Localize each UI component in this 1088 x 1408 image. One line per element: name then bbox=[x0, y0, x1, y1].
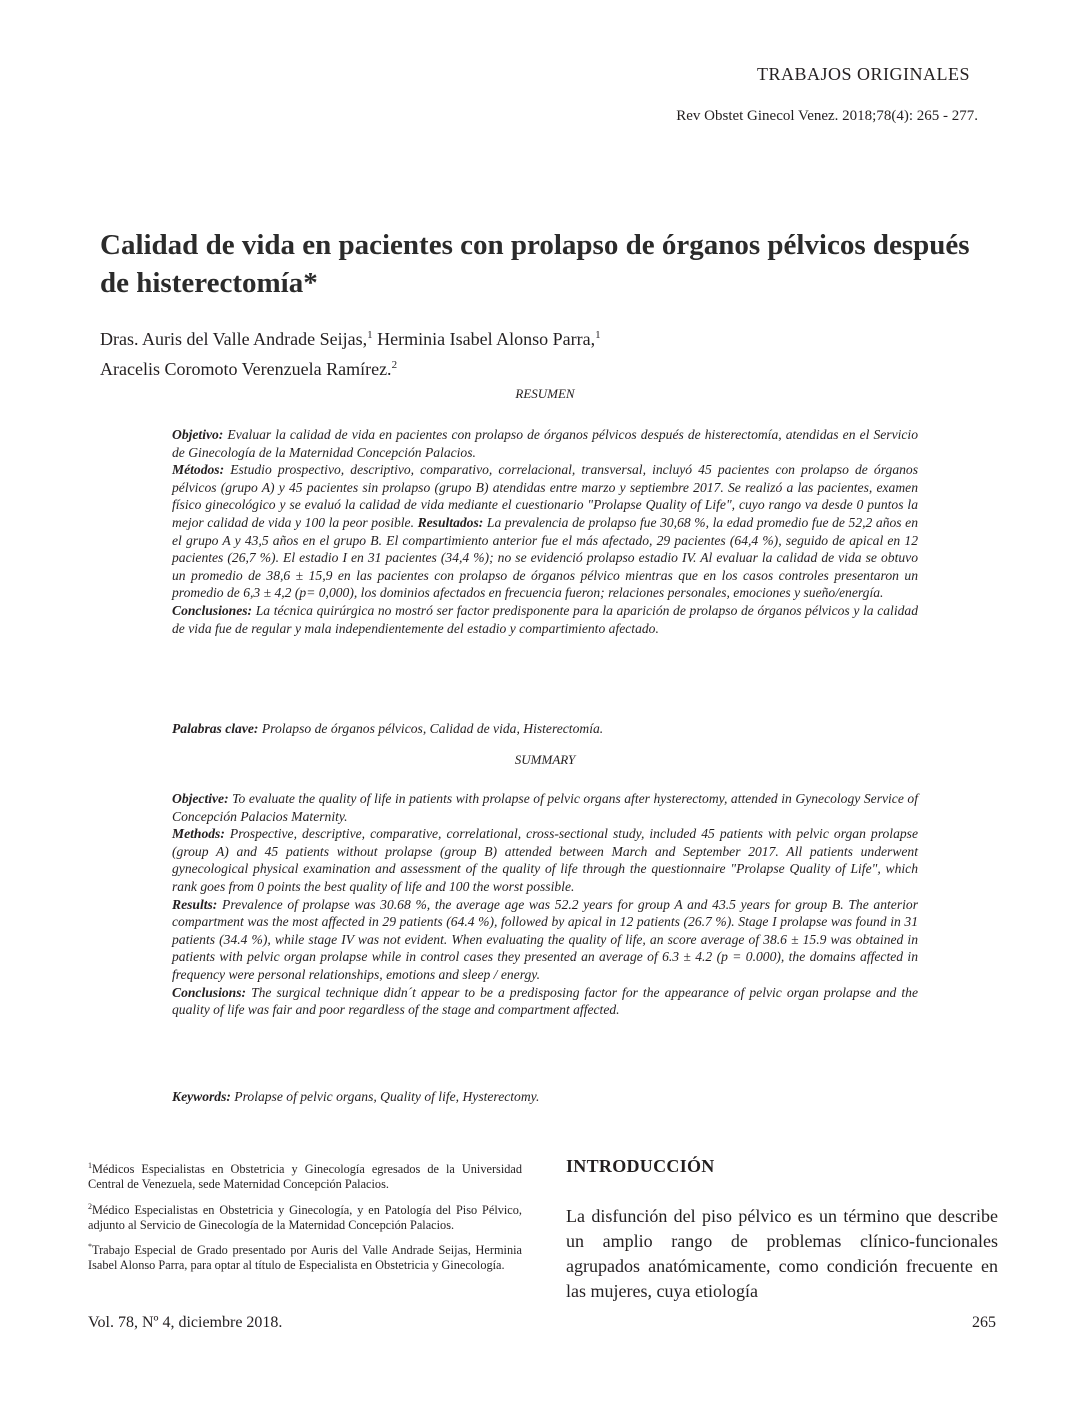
introduction-text: La disfunción del piso pélvico es un término que describe un amplio rango de problemas clínico-funcionales agrupados anatómicamente, como condición frecuente en las mujeres, cuya etiología bbox=[566, 1206, 998, 1301]
footnote bbox=[88, 1239, 522, 1274]
footnote-mark: 2 bbox=[88, 1201, 92, 1211]
keywords-label: Keywords: bbox=[172, 1089, 231, 1104]
footnote-mark: * bbox=[88, 1242, 92, 1251]
palabras-clave bbox=[172, 720, 918, 738]
article-title: Calidad de vida en pacientes con prolapso de órganos pélvicos después de histerectomía* bbox=[100, 229, 970, 299]
conclusiones-label: Conclusiones: bbox=[172, 602, 253, 618]
introduction-heading: INTRODUCCIÓN bbox=[566, 1156, 715, 1176]
methods-text: Prospective, descriptive, comparative, correlational, cross-sectional study, included 45 patients with pelvic organ prolapse (group A) and 45 patients without prolapse (group B) attended between March and September 2017. All patients underwent gynecological physical examination and assessment of the quality of life through the questionnaire "Prolapse Quality of Life", which rank goes from 0 points the best quality of life and 100 the worst possible. bbox=[172, 826, 918, 894]
footnote bbox=[88, 1158, 522, 1193]
summary-heading: SUMMARY bbox=[514, 752, 576, 767]
section-label: TRABAJOS ORIGINALES bbox=[756, 64, 970, 84]
author-line-1 bbox=[100, 322, 601, 352]
palabras-clave-label: Palabras clave: bbox=[172, 721, 259, 736]
author-name: Aracelis Coromoto Verenzuela Ramírez. bbox=[100, 359, 392, 379]
objetivo-label: Objetivo: bbox=[172, 427, 224, 442]
author-name: Dras. Auris del Valle Andrade Seijas, bbox=[100, 329, 368, 349]
metodos-label: Métodos: bbox=[172, 462, 225, 478]
palabras-clave-text: Prolapso de órganos pélvicos, Calidad de vida, Histerectomía. bbox=[258, 721, 604, 736]
keywords-text: Prolapse of pelvic organs, Quality of life, Hysterectomy. bbox=[230, 1089, 540, 1104]
page-number: 265 bbox=[972, 1314, 996, 1331]
resumen-heading: RESUMEN bbox=[515, 386, 575, 401]
summary-abstract bbox=[172, 790, 918, 1019]
affiliation-mark: 2 bbox=[391, 359, 398, 371]
objetivo-text: Evaluar la calidad de vida en pacientes con prolapso de órganos pélvicos después de histerectomía, atendidas en el Servicio de Ginecología de la Maternidad Concepción Palacios. bbox=[172, 427, 918, 460]
footnotes bbox=[88, 1158, 522, 1280]
methods-label: Methods: bbox=[172, 826, 225, 842]
footnote-text: Médicos Especialistas en Obstetricia y Ginecología egresados de la Universidad Central de Venezuela, sede Maternidad Concepción Palacios. bbox=[88, 1162, 522, 1192]
journal-citation: Rev Obstet Ginecol Venez. 2018;78(4): 265 - 277. bbox=[676, 108, 978, 124]
affiliation-mark: 1 bbox=[595, 329, 601, 341]
affiliation-mark: 1 bbox=[367, 329, 373, 341]
conclusions-text: The surgical technique didn´t appear to be a predisposing factor for the appearance of pelvic organ prolapse and the quality of life was fair and poor regardless of the stage and compartment affected. bbox=[172, 984, 918, 1018]
results-label: Results: bbox=[172, 896, 218, 912]
resumen-abstract bbox=[172, 426, 918, 637]
footnote-text: Médico Especialistas en Obstetricia y Ginecología, y en Patología del Piso Pélvico, adjunto al Servicio de Ginecología de la Maternidad Concepción Palacios. bbox=[88, 1202, 522, 1232]
footnote-mark: 1 bbox=[88, 1161, 92, 1170]
keywords bbox=[172, 1088, 918, 1106]
volume-info: Vol. 78, Nº 4, diciembre 2018. bbox=[88, 1314, 283, 1331]
author-list bbox=[100, 322, 601, 382]
footnote bbox=[88, 1199, 522, 1234]
resultados-label: Resultados: bbox=[417, 514, 484, 530]
objective-label: Objective: bbox=[172, 791, 229, 806]
author-line-2 bbox=[100, 352, 601, 382]
author-name: Herminia Isabel Alonso Parra, bbox=[372, 329, 596, 349]
objective-text: To evaluate the quality of life in patients with prolapse of pelvic organs after hysterectomy, attended in Gynecology Service of Concepción Palacios Maternity. bbox=[172, 791, 918, 824]
conclusiones-text: La técnica quirúrgica no mostró ser factor predisponente para la aparición de prolapso de órganos pélvicos y la calidad de vida fue de regular y mala independientemente del estadio y compartimiento afectado. bbox=[172, 602, 918, 636]
results-text: Prevalence of prolapse was 30.68 %, the average age was 52.2 years for group A and 43.5 years for group B. The anterior compartment was the most affected in 29 patients (64.4 %), followed by apical in 12 patients (26.7 %). Stage I prolapse was found in 31 patients (34.4 %), while stage IV was not evident. When evaluating the quality of life, an score average of 38.6 ± 15.9 was obtained in patients with pelvic organ prolapse while in control cases they presented an average of 6.3 ± 4.2 (p = 0.000), the domains affected in frequency were personal relationships, emotions and sleep / energy. bbox=[172, 896, 918, 982]
metodos-text: Estudio prospectivo, descriptivo, comparativo, correlacional, transversal, incluyó 45 pacientes con prolapso de órganos pélvicos (grupo A) y 45 pacientes sin prolapso (grupo B) atendidas entre marzo y septiembre 2017. Se realizó a las pacientes, examen físico ginecológico y se evaluó la calidad de vida mediante el cuestionario "Prolapse Quality of Life", cuyo rango va desde 0 puntos la mejor calidad de vida y 100 la peor posible. bbox=[172, 462, 918, 530]
resultados-text: La prevalencia de prolapso fue 30,68 %, la edad promedio fue de 52,2 años en el grupo A y 43,5 años en el grupo B. El compartimiento anterior fue el más afectado, 29 pacientes (64,4 %), seguido de apical en 12 pacientes (26,7 %). El estadio I en 31 pacientes (34,4 %); no se evidenció prolapso estadio IV. Al evaluar la calidad de vida se obtuvo un promedio de 38,6 ± 15,9 en las pacientes con prolapso de órganos pélvico mientras que en los casos controles presentaron un promedio de 6,3 ± 4,2 (p= 0,000), los dominios afectados en frecuencia fueron; relaciones personales, emociones y sueño/energía. bbox=[172, 514, 918, 601]
conclusions-label: Conclusions: bbox=[172, 984, 247, 1000]
footnote-text: Trabajo Especial de Grado presentado por Auris del Valle Andrade Seijas, Herminia Isabel Alonso Parra, para optar al título de Especialista en Obstetricia y Ginecología. bbox=[88, 1243, 522, 1273]
